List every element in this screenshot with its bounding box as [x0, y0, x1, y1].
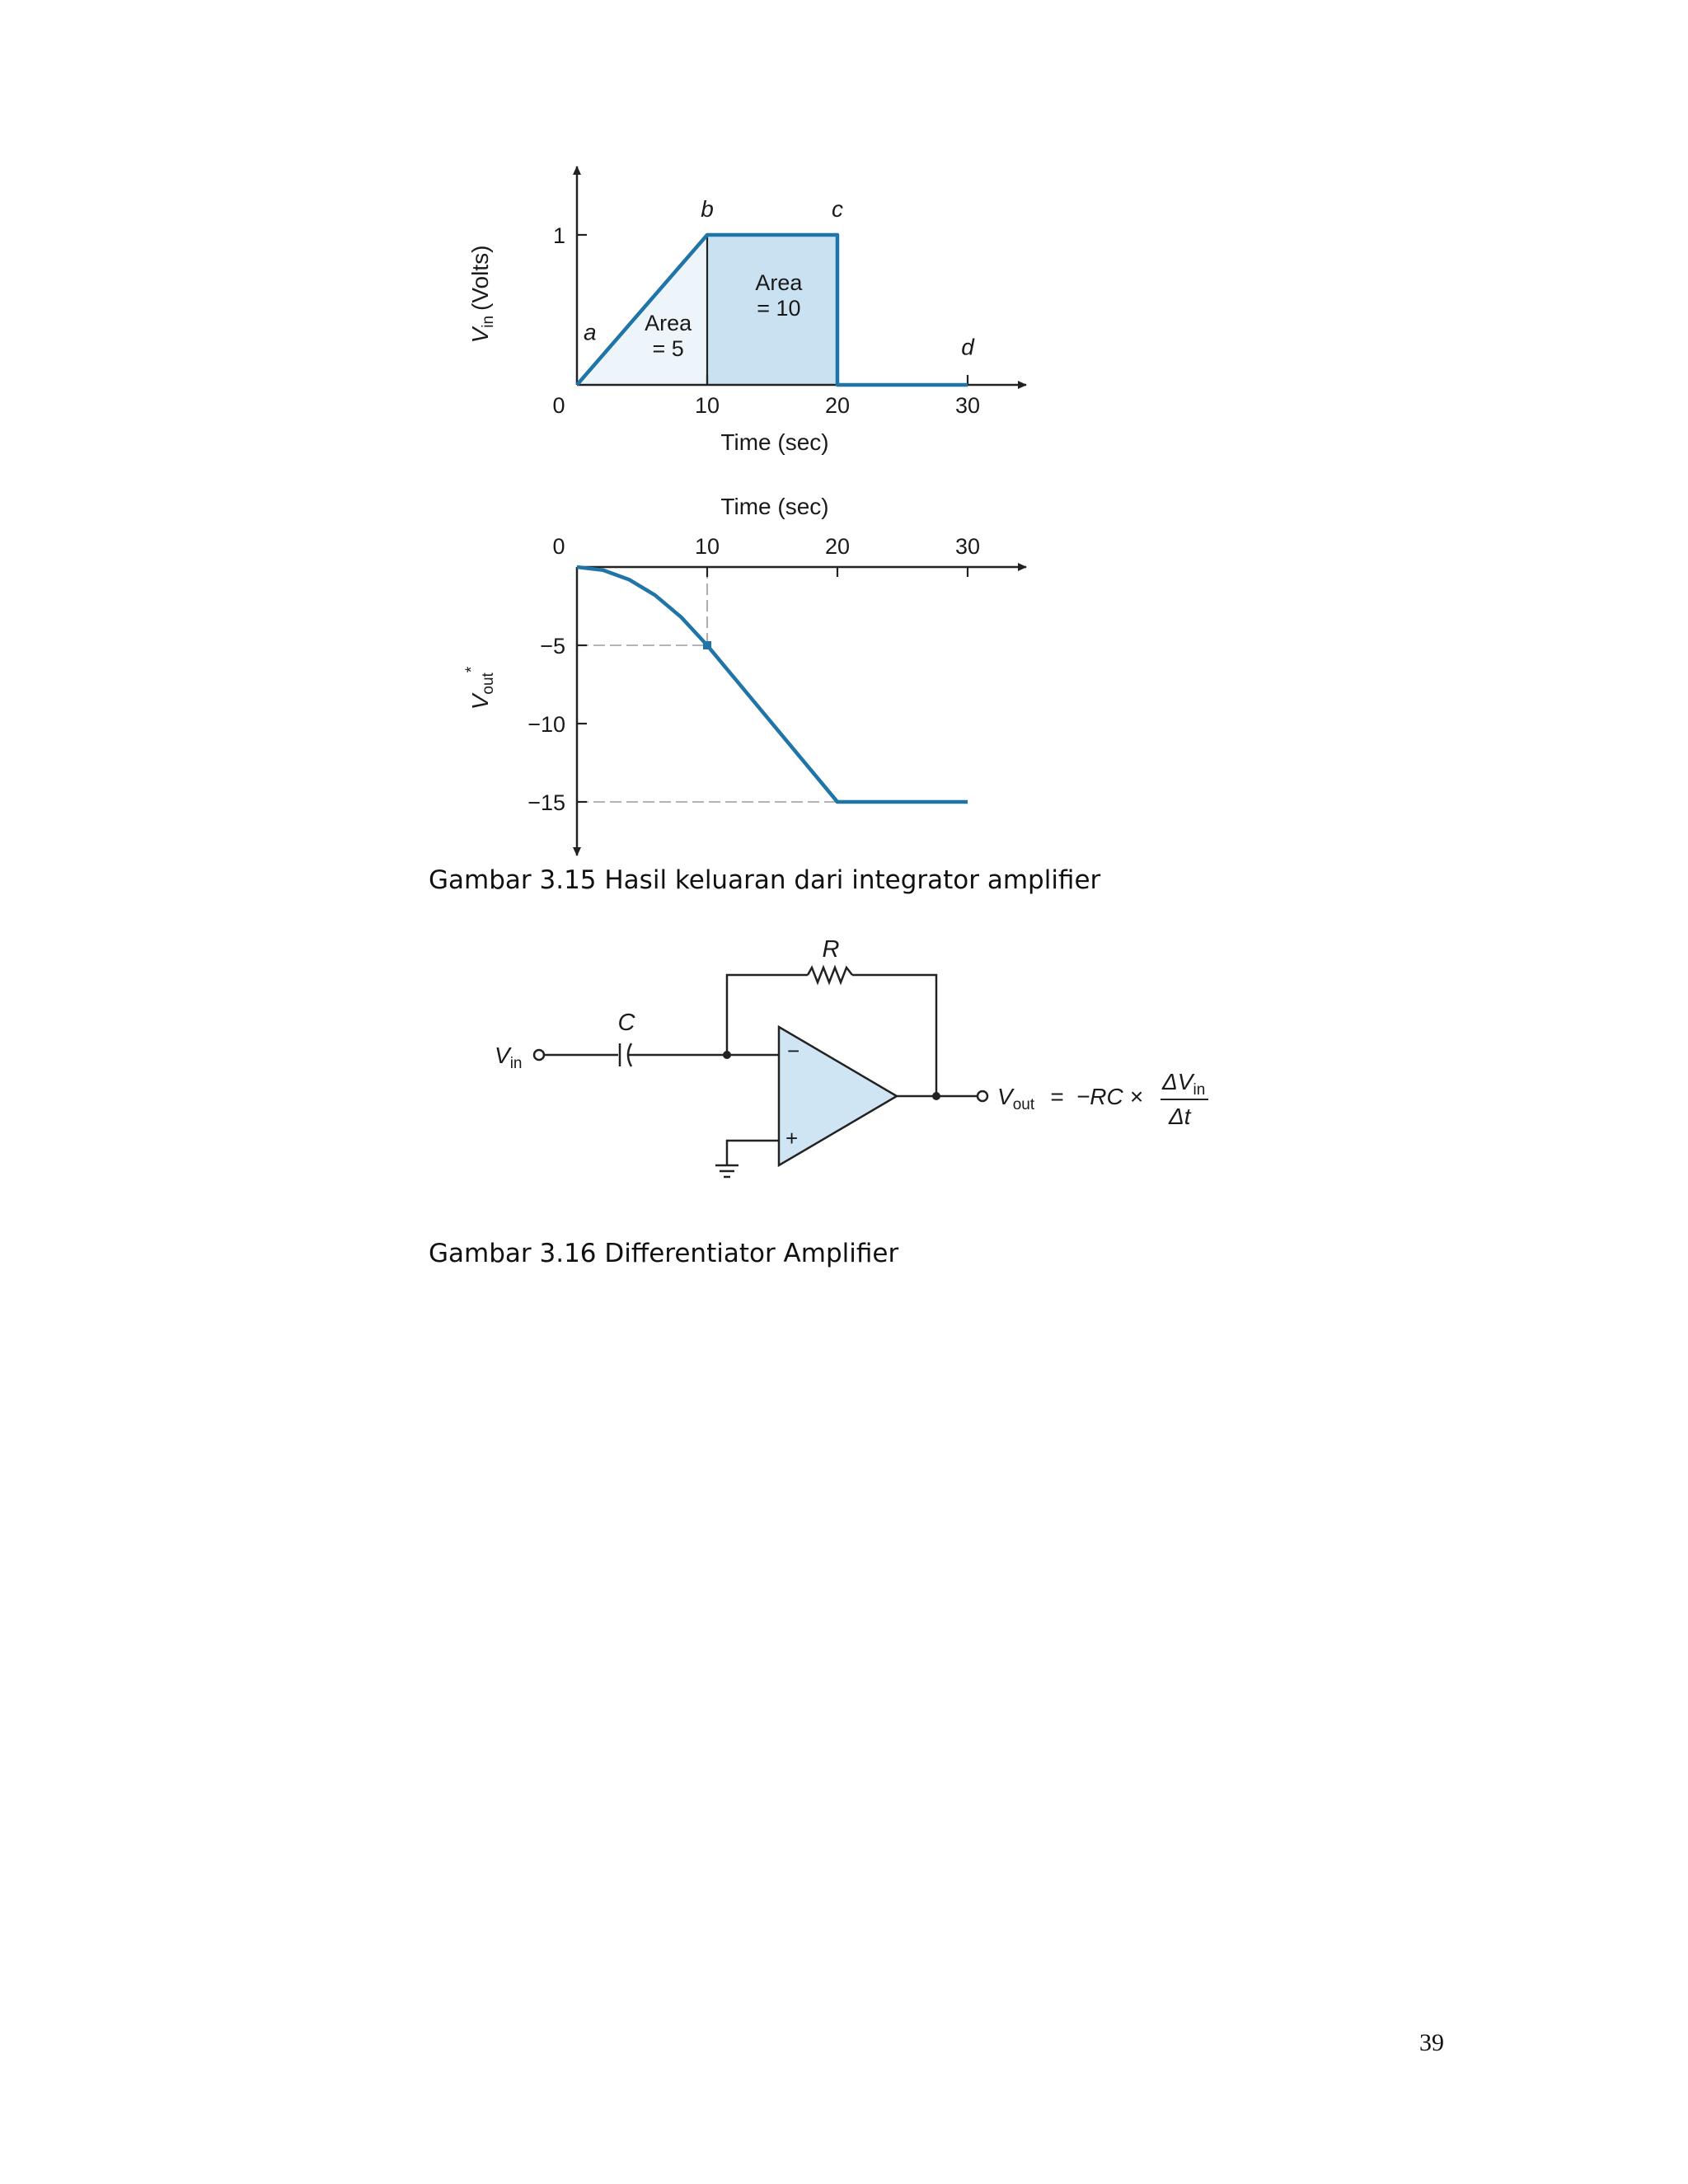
opamp-plus-label: + — [785, 1126, 799, 1151]
area-label-line1: Area — [645, 311, 692, 336]
vin-chart — [467, 166, 1026, 455]
vin-point-label: c — [832, 196, 843, 223]
output-terminal — [978, 1091, 987, 1101]
vin-x-tick-label: 20 — [824, 393, 851, 418]
vout-x-tick-label: 10 — [694, 534, 720, 559]
fraction-numerator: $\Delta V_{in}$ — [1162, 1069, 1206, 1099]
figure-3-16-caption: Gambar 3.16 Differentiator Amplifier — [429, 1239, 899, 1268]
vout-y-tick-label: −15 — [528, 790, 565, 815]
ground-wire — [727, 1141, 779, 1165]
vin-x-tick-label: 30 — [954, 393, 981, 418]
vout-x-axis-label: Time (sec) — [720, 494, 829, 519]
vout-y-axis-label: $V_{out}^*$ — [463, 666, 497, 710]
vin-x-tick-label: 0 — [552, 393, 565, 418]
differentiator-circuit — [495, 936, 1208, 1177]
figure-3-15-caption: Gambar 3.15 Hasil keluaran dari integrator amplifier — [429, 865, 1101, 895]
vout-y-tick-label: −5 — [540, 634, 565, 658]
vout-y-tick-label: −10 — [528, 712, 565, 737]
input-terminal — [534, 1050, 544, 1060]
vin-y-tick-label: 1 — [552, 223, 565, 248]
vin-point-label: b — [701, 196, 714, 223]
opamp-minus-label: − — [787, 1038, 800, 1063]
area-label-line2: = 10 — [757, 295, 801, 321]
capacitor-label: C — [617, 1010, 635, 1036]
vout-x-tick-label: 0 — [552, 534, 565, 559]
area-label-line2: = 5 — [652, 336, 684, 362]
vin-y-axis-label: $V_{in}(Volts)$ — [467, 245, 497, 344]
vout-x-tick-label: 30 — [954, 534, 981, 559]
vin-x-tick-label: 10 — [694, 393, 720, 418]
vin-x-axis-label: Time (sec) — [720, 429, 829, 455]
area-label-line1: Area — [755, 269, 803, 295]
input-label: $V_{in}$ — [495, 1043, 523, 1072]
output-node-dot — [932, 1092, 940, 1100]
output-label: $V_{out}$ — [997, 1084, 1035, 1113]
ground-icon — [715, 1165, 738, 1177]
vout-series-line — [577, 567, 968, 802]
output-equation: = −RC × — [1050, 1084, 1143, 1109]
resistor-symbol — [808, 968, 852, 982]
page-number: 39 — [1419, 2029, 1444, 2056]
vout-breakpoint-marker — [703, 641, 711, 649]
vin-point-label: a — [584, 319, 597, 345]
vin-point-label: d — [961, 334, 974, 360]
resistor-label: R — [822, 936, 840, 963]
fraction-denominator: Δt — [1169, 1104, 1191, 1129]
vout-x-tick-label: 20 — [824, 534, 851, 559]
vout-chart — [463, 494, 1026, 855]
